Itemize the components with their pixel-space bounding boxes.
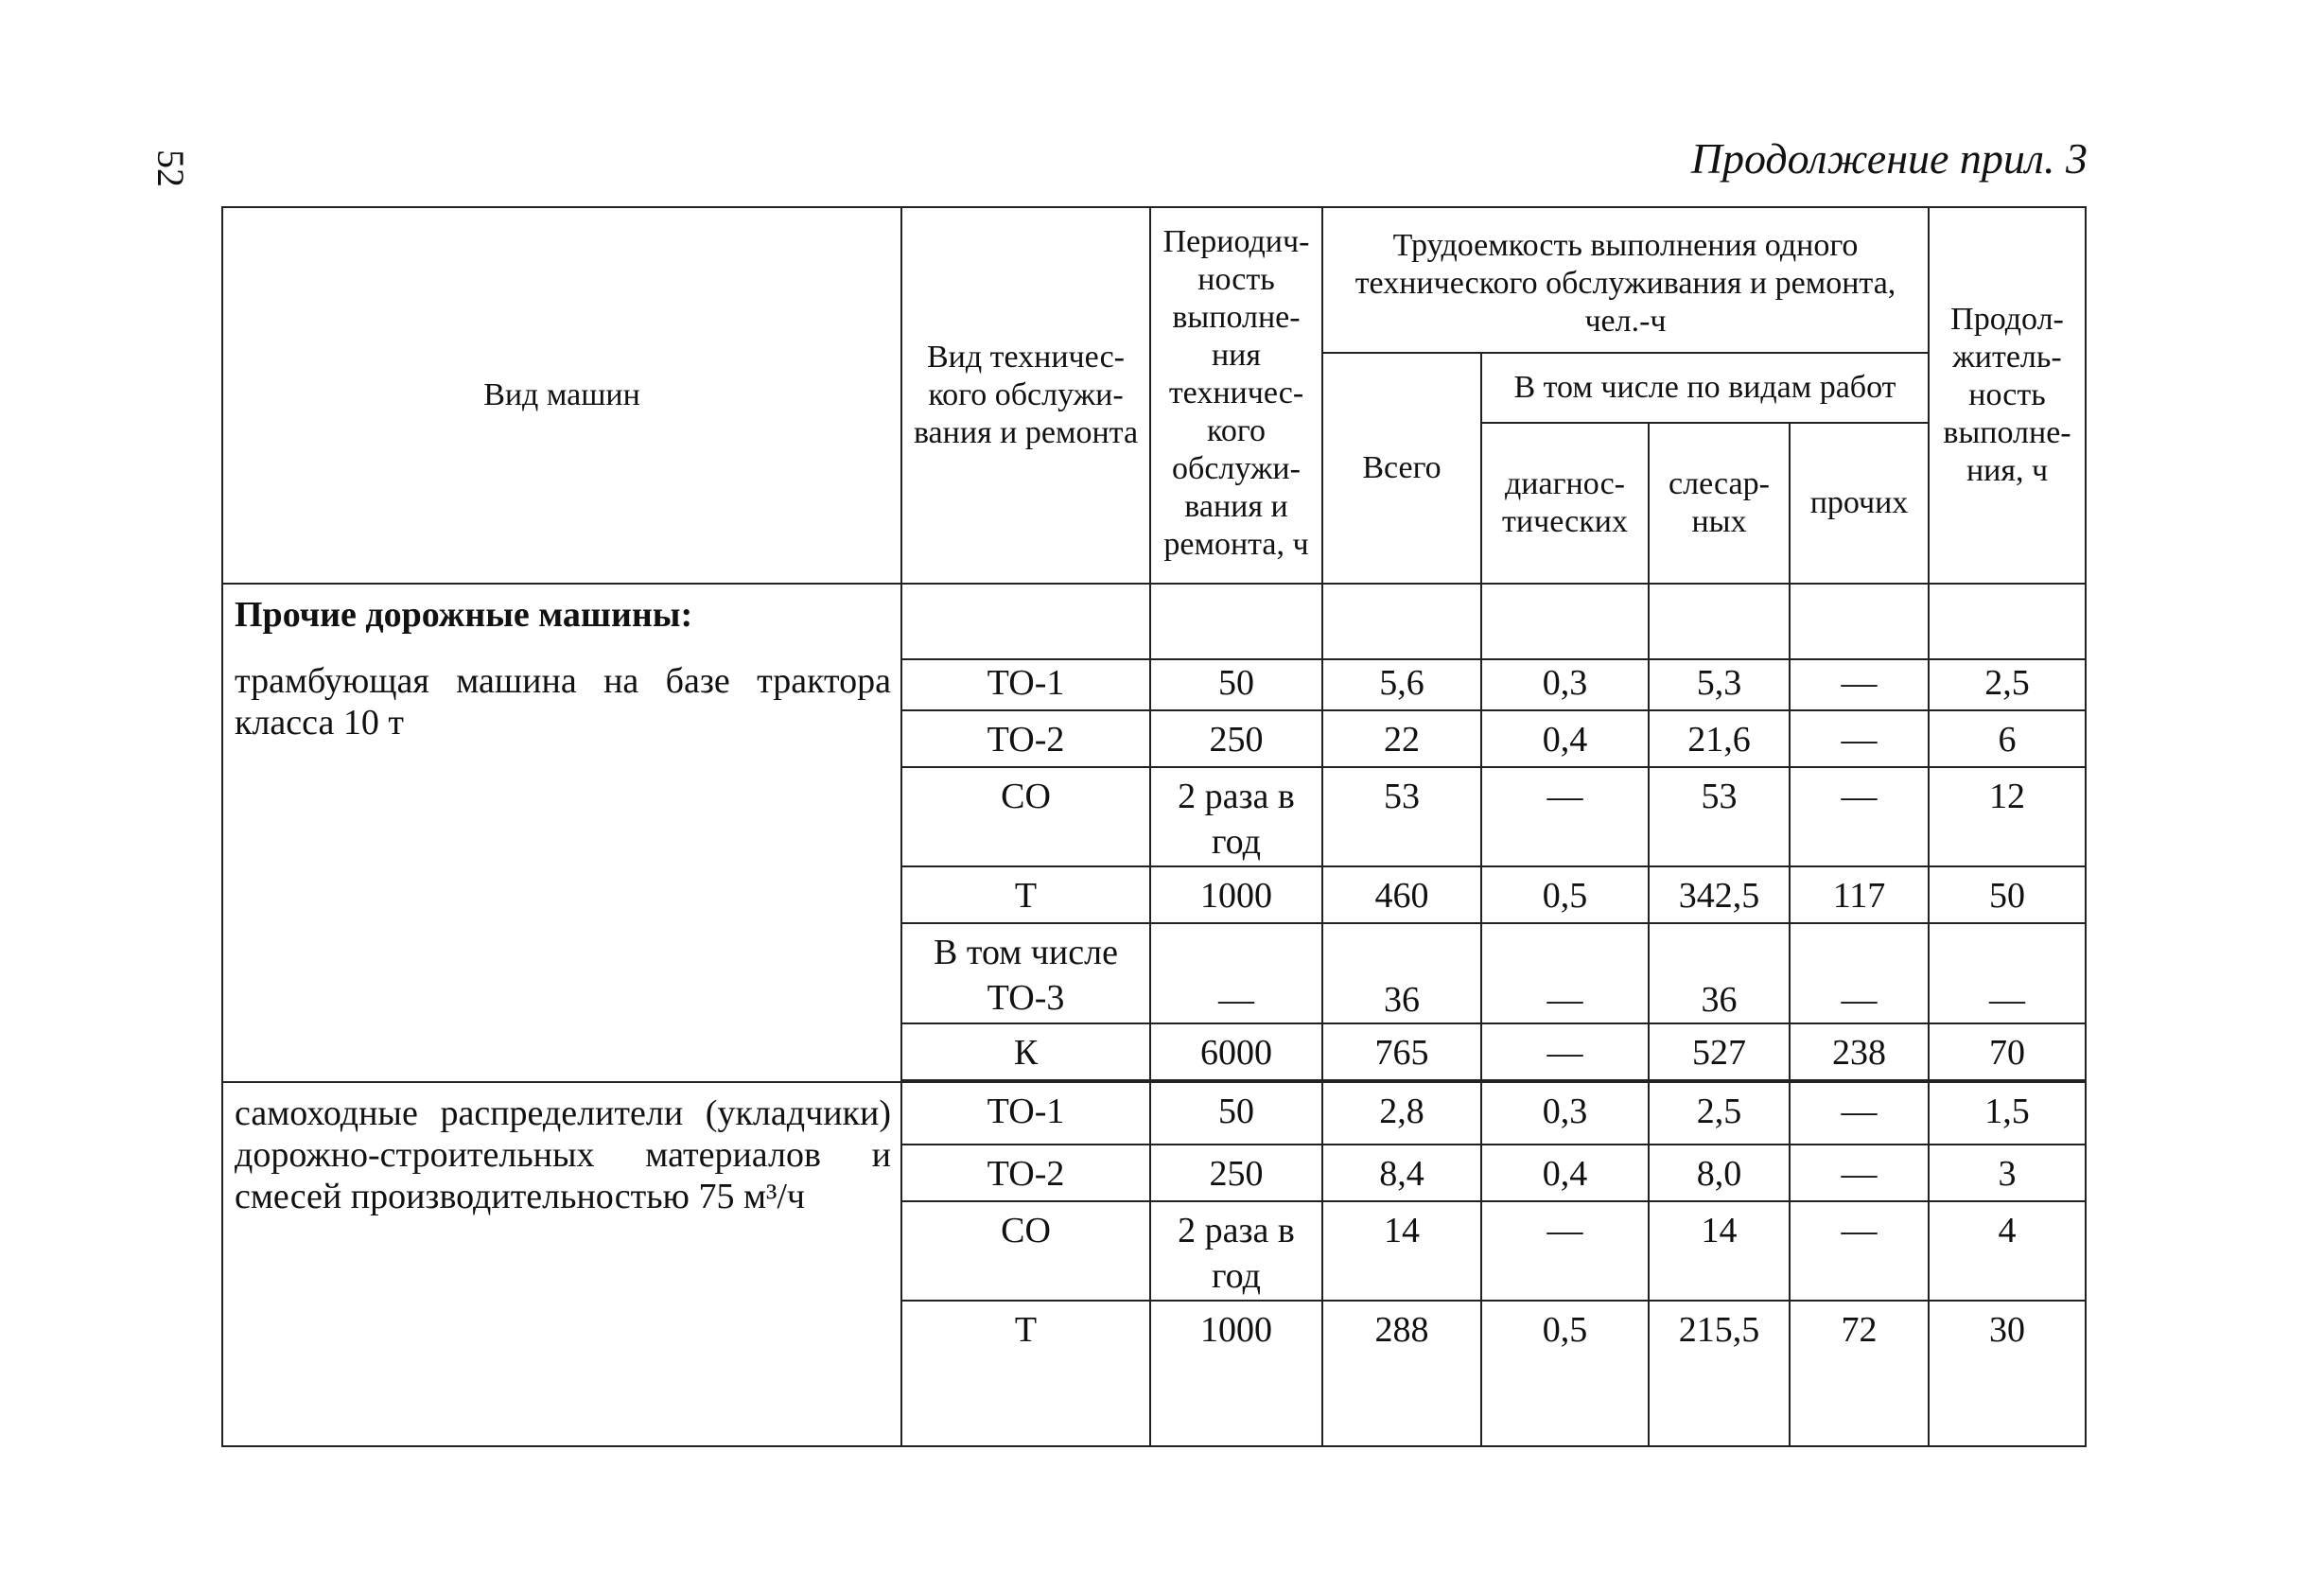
cell-diag: 0,4 <box>1481 1145 1649 1201</box>
cell-diag: 0,5 <box>1481 1301 1649 1446</box>
cell-diag: 0,4 <box>1481 710 1649 767</box>
machine-cell <box>222 584 901 1082</box>
cell-duration: 50 <box>1929 866 2086 923</box>
header-labor: Трудоемкость выполнения одного технического обслуживания и ремонта, чел.-ч <box>1322 207 1929 353</box>
cell-fitter: 342,5 <box>1649 866 1790 923</box>
cell-type: Т <box>901 866 1150 923</box>
cell-other: — <box>1790 767 1929 866</box>
header-periodicity: Периодич-ность выполне-ния техничес-кого обслужи-вания и ремонта, ч <box>1150 207 1322 584</box>
cell-type: Т <box>901 1301 1150 1446</box>
cell-other: — <box>1790 1145 1929 1201</box>
cell-period: 2 раза в год <box>1150 1201 1322 1301</box>
cell-duration: 12 <box>1929 767 2086 866</box>
header-duration: Продол-житель-ность выполне-ния, ч <box>1929 207 2086 584</box>
cell-fitter: 5,3 <box>1649 659 1790 710</box>
header-machine-type: Вид машин <box>222 207 901 584</box>
cell-other: — <box>1790 923 1929 1023</box>
cell-period: 50 <box>1150 1082 1322 1145</box>
cell-total: 460 <box>1322 866 1481 923</box>
cell-total: 22 <box>1322 710 1481 767</box>
cell-total: 2,8 <box>1322 1082 1481 1145</box>
header-diagnostic: диагнос-тических <box>1481 423 1649 584</box>
cell-duration: 3 <box>1929 1145 2086 1201</box>
cell-duration: 70 <box>1929 1023 2086 1080</box>
machine-description: трамбующая машина на базе трактора класса 10 т <box>235 661 891 743</box>
cell-type: ТО-2 <box>901 1145 1150 1201</box>
cell-diag: 0,3 <box>1481 1082 1649 1145</box>
cell-type: В том числе ТО-3 <box>901 923 1150 1023</box>
cell-period: 2 раза в год <box>1150 767 1322 866</box>
cell-fitter: 36 <box>1649 923 1790 1023</box>
cell-type: ТО-2 <box>901 710 1150 767</box>
cell-diag: — <box>1481 767 1649 866</box>
continuation-caption: Продолжение прил. 3 <box>1690 134 2088 183</box>
cell-duration: 30 <box>1929 1301 2086 1446</box>
cell-other: — <box>1790 1082 1929 1145</box>
cell-duration: 4 <box>1929 1201 2086 1301</box>
cell-fitter: 21,6 <box>1649 710 1790 767</box>
cell-total: 5,6 <box>1322 659 1481 710</box>
cell-type: СО <box>901 1201 1150 1301</box>
cell-period: 50 <box>1150 659 1322 710</box>
maintenance-table <box>221 206 2087 1447</box>
cell-duration: 6 <box>1929 710 2086 767</box>
page-number: 52 <box>149 149 192 187</box>
cell-total: 14 <box>1322 1201 1481 1301</box>
cell-type: ТО-1 <box>901 659 1150 710</box>
cell-type: СО <box>901 767 1150 866</box>
cell-diag: 0,3 <box>1481 659 1649 710</box>
cell-period: 250 <box>1150 710 1322 767</box>
cell-diag: — <box>1481 923 1649 1023</box>
cell-total: 288 <box>1322 1301 1481 1446</box>
table-row <box>222 1082 2086 1145</box>
cell-total: 36 <box>1322 923 1481 1023</box>
group-title: Прочие дорожные машины: <box>235 595 693 635</box>
cell-duration: 1,5 <box>1929 1082 2086 1145</box>
cell-total: 53 <box>1322 767 1481 866</box>
cell-period: 1000 <box>1150 866 1322 923</box>
cell-period: 6000 <box>1150 1023 1322 1080</box>
cell-other: — <box>1790 659 1929 710</box>
header-other: прочих <box>1790 423 1929 584</box>
cell-other: — <box>1790 1201 1929 1301</box>
cell-fitter: 8,0 <box>1649 1145 1790 1201</box>
cell-fitter: 53 <box>1649 767 1790 866</box>
cell-total: 765 <box>1322 1023 1481 1080</box>
cell-other: — <box>1790 710 1929 767</box>
machine-cell <box>222 1082 901 1446</box>
cell-period: 250 <box>1150 1145 1322 1201</box>
cell-period: — <box>1150 923 1322 1023</box>
cell-type: К <box>901 1023 1150 1080</box>
cell-other: 117 <box>1790 866 1929 923</box>
cell-fitter: 14 <box>1649 1201 1790 1301</box>
header-fitter: слесар-ных <box>1649 423 1790 584</box>
cell-diag: — <box>1481 1201 1649 1301</box>
machine-description: самоходные распределители (укладчики) дорожно-строительных материалов и смесей производительностью 75 м³/ч <box>235 1093 891 1216</box>
cell-other: 238 <box>1790 1023 1929 1080</box>
cell-fitter: 527 <box>1649 1023 1790 1080</box>
header-service-type: Вид техничес-кого обслужи-вания и ремонта <box>901 207 1150 584</box>
cell-type: ТО-1 <box>901 1082 1150 1145</box>
header-total: Всего <box>1322 353 1481 584</box>
cell-duration: — <box>1929 923 2086 1023</box>
cell-period: 1000 <box>1150 1301 1322 1446</box>
cell-total: 8,4 <box>1322 1145 1481 1201</box>
cell-fitter: 2,5 <box>1649 1082 1790 1145</box>
cell-fitter: 215,5 <box>1649 1301 1790 1446</box>
cell-other: 72 <box>1790 1301 1929 1446</box>
cell-duration: 2,5 <box>1929 659 2086 710</box>
cell-diag: 0,5 <box>1481 866 1649 923</box>
header-by-type: В том числе по видам работ <box>1481 353 1929 423</box>
cell-diag: — <box>1481 1023 1649 1080</box>
